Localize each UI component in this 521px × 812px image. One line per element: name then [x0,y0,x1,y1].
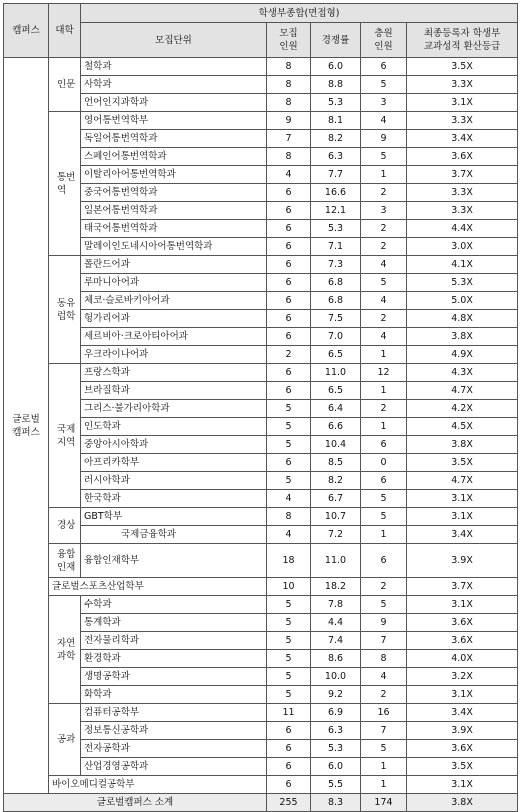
unit-cell: 독일어통번역학과 [81,130,267,148]
ratio-cell: 11.0 [311,544,361,578]
unit-cell: 사학과 [81,76,267,94]
grade-cell: 5.0X [407,292,518,310]
unit-cell: 국제금융학과 [81,526,267,544]
table-row [4,508,518,526]
unit-cell: 세르비아·크로아티아어과 [81,328,267,346]
ratio-cell: 6.7 [311,490,361,508]
grade-cell: 4.7X [407,472,518,490]
grade-cell: 3.6X [407,614,518,632]
table-row [4,686,518,704]
filled-cell: 6 [361,58,407,76]
quota-cell: 5 [267,614,311,632]
unit-cell: 생명공학과 [81,668,267,686]
ratio-cell: 5.3 [311,740,361,758]
quota-cell: 5 [267,596,311,614]
ratio-cell: 7.3 [311,256,361,274]
ratio-cell: 4.4 [311,614,361,632]
filled-cell: 8 [361,650,407,668]
unit-cell: 그리스·불가리아학과 [81,400,267,418]
table-row [4,274,518,292]
filled-cell: 16 [361,704,407,722]
header-group: 학생부종합(면접형) [81,4,518,23]
unit-cell: 전자물리학과 [81,632,267,650]
filled-cell: 1 [361,758,407,776]
ratio-cell: 7.2 [311,526,361,544]
quota-cell: 8 [267,508,311,526]
grade-cell: 4.3X [407,364,518,382]
filled-cell: 3 [361,202,407,220]
quota-cell: 6 [267,220,311,238]
table-row [4,758,518,776]
filled-cell: 3 [361,94,407,112]
quota-cell: 8 [267,76,311,94]
grade-cell: 3.7X [407,166,518,184]
quota-cell: 5 [267,400,311,418]
ratio-cell: 7.5 [311,310,361,328]
header-ratio: 경쟁률 [311,23,361,58]
quota-cell: 6 [267,202,311,220]
filled-cell: 5 [361,148,407,166]
college-cell: 국제 지역 [49,364,81,508]
grade-cell: 3.5X [407,454,518,472]
ratio-cell: 6.3 [311,148,361,166]
unit-cell: 프랑스학과 [81,364,267,382]
grade-cell: 3.5X [407,758,518,776]
grade-cell: 4.4X [407,220,518,238]
unit-cell: 언어인지과학과 [81,94,267,112]
college-cell: 자연 과학 [49,596,81,704]
quota-cell: 4 [267,526,311,544]
table-row [4,130,518,148]
filled-cell: 2 [361,578,407,596]
grade-cell: 3.9X [407,722,518,740]
table-row [4,472,518,490]
table-row [4,632,518,650]
filled-cell: 1 [361,382,407,400]
grade-cell: 3.1X [407,776,518,794]
college-cell: 경상 [49,508,81,544]
quota-cell: 8 [267,58,311,76]
ratio-cell: 9.2 [311,686,361,704]
unit-cell: 일본어통번역학과 [81,202,267,220]
grade-cell: 3.3X [407,76,518,94]
filled-cell: 2 [361,310,407,328]
filled-cell: 5 [361,76,407,94]
quota-cell: 10 [267,578,311,596]
filled-cell: 4 [361,328,407,346]
admissions-table [3,3,518,812]
filled-cell: 5 [361,508,407,526]
quota-cell: 6 [267,328,311,346]
ratio-cell: 7.8 [311,596,361,614]
grade-cell: 3.6X [407,148,518,166]
unit-cell: 스페인어통번역학과 [81,148,267,166]
table-row [4,704,518,722]
filled-cell: 12 [361,364,407,382]
college-cell: 통번역 [49,112,81,256]
table-row [4,166,518,184]
table-row [4,668,518,686]
grade-cell: 4.8X [407,310,518,328]
table-row [4,614,518,632]
header-row-1 [4,4,518,23]
unit-cell: 말레이인도네시아어통번역학과 [81,238,267,256]
unit-cell: 중국어통번역학과 [81,184,267,202]
grade-cell: 3.4X [407,526,518,544]
grade-cell: 3.5X [407,58,518,76]
college-cell: 공과 [49,704,81,776]
grade-cell: 3.6X [407,740,518,758]
grade-cell: 3.4X [407,704,518,722]
table-row [4,328,518,346]
grade-cell: 3.7X [407,578,518,596]
table-row [4,526,518,544]
grade-cell: 3.3X [407,112,518,130]
quota-cell: 5 [267,418,311,436]
table-row [4,58,518,76]
quota-cell: 5 [267,668,311,686]
quota-cell: 6 [267,310,311,328]
quota-cell: 4 [267,490,311,508]
filled-cell: 1 [361,166,407,184]
table-row [4,454,518,472]
filled-cell: 5 [361,596,407,614]
grade-cell: 4.9X [407,346,518,364]
filled-cell: 9 [361,130,407,148]
table-row [4,94,518,112]
table-row [4,220,518,238]
grade-cell: 3.4X [407,130,518,148]
filled-cell: 2 [361,400,407,418]
total-grade: 3.8X [407,794,518,812]
ratio-cell: 6.0 [311,58,361,76]
table-row [4,490,518,508]
grade-cell: 4.0X [407,650,518,668]
quota-cell: 5 [267,686,311,704]
unit-cell: 루마니아어과 [81,274,267,292]
header-grade: 최종등록자 학생부 교과성적 환산등급 [407,23,518,58]
quota-cell: 6 [267,364,311,382]
college-unit-cell: 바이오메디컬공학부 [49,776,267,794]
ratio-cell: 5.3 [311,220,361,238]
header-quota: 모집 인원 [267,23,311,58]
table-row [4,382,518,400]
grade-cell: 3.8X [407,328,518,346]
unit-cell: 헝가리어과 [81,310,267,328]
unit-cell: 브라질학과 [81,382,267,400]
quota-cell: 6 [267,740,311,758]
grade-cell: 3.1X [407,94,518,112]
filled-cell: 7 [361,632,407,650]
filled-cell: 4 [361,256,407,274]
ratio-cell: 6.3 [311,722,361,740]
ratio-cell: 8.2 [311,130,361,148]
unit-cell: 정보통신공학과 [81,722,267,740]
unit-cell: 인도학과 [81,418,267,436]
unit-cell: 통계학과 [81,614,267,632]
total-quota: 255 [267,794,311,812]
table-row [4,544,518,578]
unit-cell: 영어통번역학부 [81,112,267,130]
campus-cell: 글로벌 캠퍼스 [4,58,49,794]
unit-cell: 체코·슬로바키아어과 [81,292,267,310]
total-label: 글로벌캠퍼스 소계 [4,794,267,812]
table-row [4,776,518,794]
quota-cell: 6 [267,292,311,310]
filled-cell: 4 [361,112,407,130]
filled-cell: 1 [361,346,407,364]
table-row [4,436,518,454]
unit-cell: 한국학과 [81,490,267,508]
grade-cell: 3.3X [407,202,518,220]
table-row [4,722,518,740]
quota-cell: 8 [267,94,311,112]
quota-cell: 6 [267,454,311,472]
ratio-cell: 5.3 [311,94,361,112]
grade-cell: 5.3X [407,274,518,292]
grade-cell: 3.1X [407,490,518,508]
table-row [4,596,518,614]
table-row [4,184,518,202]
filled-cell: 1 [361,418,407,436]
ratio-cell: 8.5 [311,454,361,472]
quota-cell: 8 [267,148,311,166]
ratio-cell: 16.6 [311,184,361,202]
ratio-cell: 6.8 [311,274,361,292]
quota-cell: 6 [267,382,311,400]
quota-cell: 9 [267,112,311,130]
grade-cell: 3.9X [407,544,518,578]
quota-cell: 5 [267,472,311,490]
filled-cell: 5 [361,740,407,758]
table-row [4,292,518,310]
ratio-cell: 11.0 [311,364,361,382]
quota-cell: 18 [267,544,311,578]
total-filled: 174 [361,794,407,812]
unit-cell: 화학과 [81,686,267,704]
table-row [4,256,518,274]
filled-cell: 5 [361,274,407,292]
unit-cell: 환경학과 [81,650,267,668]
table-row [4,364,518,382]
ratio-cell: 6.4 [311,400,361,418]
unit-cell: 수학과 [81,596,267,614]
filled-cell: 0 [361,454,407,472]
filled-cell: 6 [361,544,407,578]
grade-cell: 3.3X [407,184,518,202]
ratio-cell: 6.6 [311,418,361,436]
grade-cell: 4.5X [407,418,518,436]
ratio-cell: 8.8 [311,76,361,94]
unit-cell: 철학과 [81,58,267,76]
filled-cell: 9 [361,614,407,632]
total-row [4,794,518,812]
college-cell: 인문 [49,58,81,112]
header-filled: 충원 인원 [361,23,407,58]
quota-cell: 6 [267,184,311,202]
ratio-cell: 18.2 [311,578,361,596]
ratio-cell: 8.6 [311,650,361,668]
table-row [4,76,518,94]
quota-cell: 6 [267,238,311,256]
filled-cell: 2 [361,184,407,202]
ratio-cell: 7.1 [311,238,361,256]
filled-cell: 6 [361,436,407,454]
filled-cell: 4 [361,292,407,310]
grade-cell: 3.2X [407,668,518,686]
unit-cell: 우크라이나어과 [81,346,267,364]
quota-cell: 6 [267,256,311,274]
quota-cell: 5 [267,650,311,668]
ratio-cell: 7.0 [311,328,361,346]
table-row [4,112,518,130]
filled-cell: 2 [361,220,407,238]
table-row [4,310,518,328]
quota-cell: 5 [267,632,311,650]
grade-cell: 3.8X [407,436,518,454]
header-row-2 [4,23,518,58]
filled-cell: 6 [361,472,407,490]
ratio-cell: 6.5 [311,382,361,400]
ratio-cell: 8.1 [311,112,361,130]
college-cell: 동유 럽학 [49,256,81,364]
unit-cell: 러시아학과 [81,472,267,490]
quota-cell: 6 [267,274,311,292]
filled-cell: 7 [361,722,407,740]
table-row [4,578,518,596]
table-row [4,400,518,418]
quota-cell: 2 [267,346,311,364]
filled-cell: 2 [361,686,407,704]
ratio-cell: 6.0 [311,758,361,776]
quota-cell: 7 [267,130,311,148]
filled-cell: 1 [361,776,407,794]
quota-cell: 5 [267,436,311,454]
ratio-cell: 10.0 [311,668,361,686]
quota-cell: 11 [267,704,311,722]
college-unit-cell: 글로벌스포츠산업학부 [49,578,267,596]
table-row [4,740,518,758]
unit-cell: 폴란드어과 [81,256,267,274]
table-body [4,58,518,812]
unit-cell: 컴퓨터공학부 [81,704,267,722]
grade-cell: 3.1X [407,686,518,704]
grade-cell: 3.1X [407,596,518,614]
unit-cell: 전자공학과 [81,740,267,758]
ratio-cell: 5.5 [311,776,361,794]
unit-cell: 이탈리아어통번역학과 [81,166,267,184]
college-cell: 융합 인재 [49,544,81,578]
ratio-cell: 7.4 [311,632,361,650]
ratio-cell: 7.7 [311,166,361,184]
grade-cell: 3.6X [407,632,518,650]
grade-cell: 4.2X [407,400,518,418]
table-row [4,418,518,436]
ratio-cell: 6.5 [311,346,361,364]
quota-cell: 6 [267,758,311,776]
unit-cell: 태국어통번역학과 [81,220,267,238]
ratio-cell: 6.8 [311,292,361,310]
grade-cell: 4.1X [407,256,518,274]
table-row [4,238,518,256]
filled-cell: 4 [361,668,407,686]
ratio-cell: 6.9 [311,704,361,722]
quota-cell: 6 [267,722,311,740]
header-unit: 모집단위 [81,23,267,58]
filled-cell: 2 [361,238,407,256]
header-campus: 캠퍼스 [4,4,49,58]
quota-cell: 6 [267,776,311,794]
ratio-cell: 10.7 [311,508,361,526]
grade-cell: 3.1X [407,508,518,526]
ratio-cell: 12.1 [311,202,361,220]
grade-cell: 3.0X [407,238,518,256]
unit-cell: 산업경영공학과 [81,758,267,776]
table-row [4,148,518,166]
unit-cell: GBT학부 [81,508,267,526]
unit-cell: 융합인재학부 [81,544,267,578]
table-row [4,202,518,220]
total-ratio: 8.3 [311,794,361,812]
filled-cell: 5 [361,490,407,508]
quota-cell: 4 [267,166,311,184]
unit-cell: 중앙아시아학과 [81,436,267,454]
ratio-cell: 10.4 [311,436,361,454]
ratio-cell: 8.2 [311,472,361,490]
grade-cell: 4.7X [407,382,518,400]
header-college: 대학 [49,4,81,58]
unit-cell: 아프리카학부 [81,454,267,472]
table-row [4,346,518,364]
table-row [4,650,518,668]
filled-cell: 1 [361,526,407,544]
